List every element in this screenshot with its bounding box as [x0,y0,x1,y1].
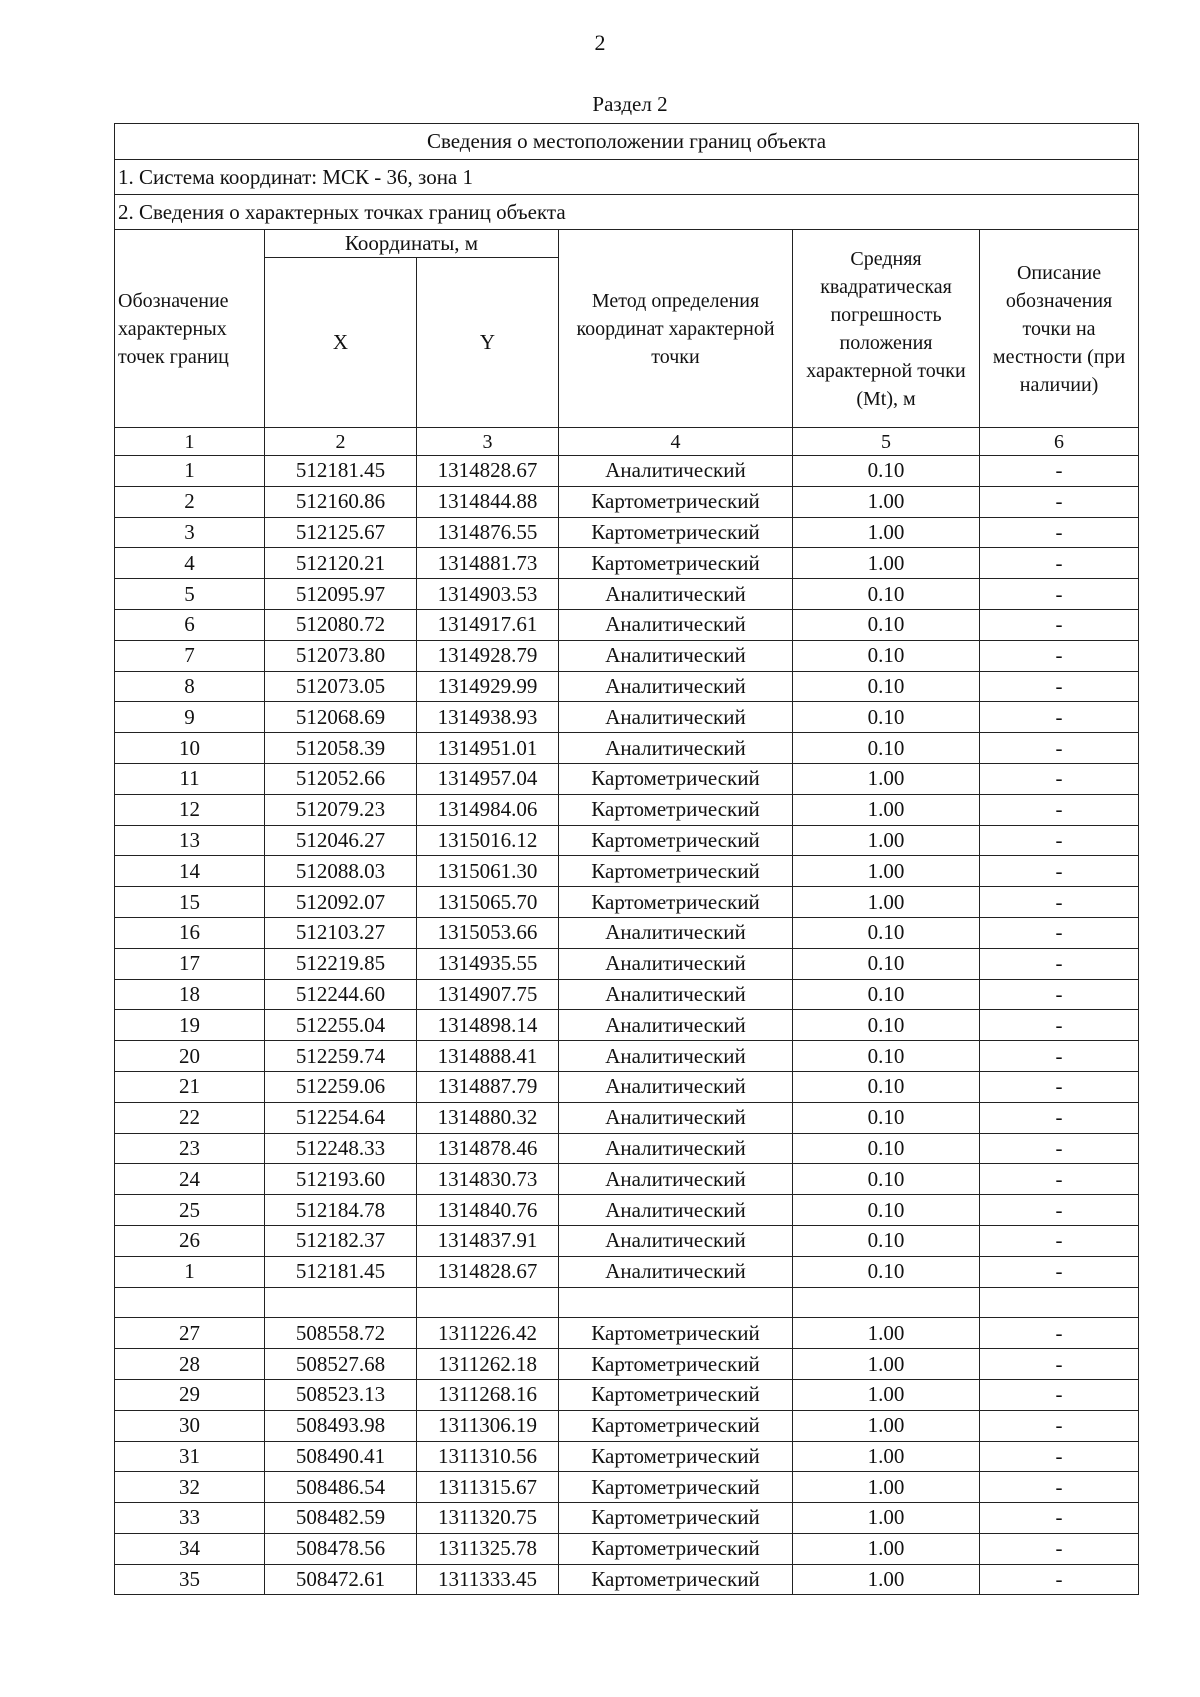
accuracy-cell: 0.10 [793,1041,980,1072]
method-cell: Аналитический [559,579,793,610]
y-cell: 1314917.61 [417,609,559,640]
point-number-cell: 9 [115,702,265,733]
coordinates-table [114,123,1139,1595]
point-number-cell: 6 [115,609,265,640]
method-cell [559,1287,793,1318]
description-cell: - [980,1041,1139,1072]
table-row [115,517,1139,548]
table-row [115,825,1139,856]
point-number-cell: 34 [115,1533,265,1564]
y-cell: 1311310.56 [417,1441,559,1472]
y-cell: 1314928.79 [417,640,559,671]
x-cell: 512255.04 [265,1010,417,1041]
method-cell: Аналитический [559,671,793,702]
method-cell: Картометрический [559,1410,793,1441]
method-cell: Картометрический [559,1533,793,1564]
method-cell: Картометрический [559,856,793,887]
y-cell: 1311268.16 [417,1379,559,1410]
point-number-cell: 7 [115,640,265,671]
point-number-cell: 33 [115,1503,265,1534]
x-cell: 512058.39 [265,733,417,764]
description-cell: - [980,671,1139,702]
description-cell: - [980,979,1139,1010]
y-cell: 1314876.55 [417,517,559,548]
description-cell: - [980,517,1139,548]
method-cell: Картометрический [559,1349,793,1380]
description-cell: - [980,1441,1139,1472]
method-cell: Аналитический [559,609,793,640]
x-cell: 512095.97 [265,579,417,610]
header-x: X [265,258,417,428]
table-row [115,856,1139,887]
x-cell: 512181.45 [265,1256,417,1287]
accuracy-cell: 0.10 [793,609,980,640]
y-cell [417,1287,559,1318]
description-cell: - [980,1410,1139,1441]
x-cell: 508527.68 [265,1349,417,1380]
accuracy-cell: 0.10 [793,917,980,948]
y-cell: 1311325.78 [417,1533,559,1564]
column-number: 5 [793,428,980,456]
x-cell: 508482.59 [265,1503,417,1534]
y-cell: 1315061.30 [417,856,559,887]
description-cell: - [980,548,1139,579]
x-cell: 512073.80 [265,640,417,671]
accuracy-cell: 1.00 [793,763,980,794]
description-cell: - [980,825,1139,856]
table-row [115,1318,1139,1349]
point-number-cell: 14 [115,856,265,887]
page-number: 2 [594,30,606,55]
description-cell: - [980,1472,1139,1503]
accuracy-cell: 1.00 [793,548,980,579]
table-row [115,486,1139,517]
method-cell: Аналитический [559,733,793,764]
x-cell: 512052.66 [265,763,417,794]
method-cell: Картометрический [559,1472,793,1503]
description-cell: - [980,1071,1139,1102]
accuracy-cell: 0.10 [793,1195,980,1226]
point-number-cell: 12 [115,794,265,825]
method-cell: Аналитический [559,1225,793,1256]
table-row [115,1410,1139,1441]
x-cell: 508472.61 [265,1564,417,1595]
accuracy-cell: 1.00 [793,887,980,918]
y-cell: 1314878.46 [417,1133,559,1164]
method-cell: Аналитический [559,1256,793,1287]
y-cell: 1315065.70 [417,887,559,918]
point-number-cell [115,1287,265,1318]
description-cell: - [980,1349,1139,1380]
method-cell: Аналитический [559,1195,793,1226]
accuracy-cell: 1.00 [793,517,980,548]
point-number-cell: 3 [115,517,265,548]
point-number-cell: 20 [115,1041,265,1072]
point-number-cell: 17 [115,948,265,979]
table-row [115,609,1139,640]
description-cell: - [980,1102,1139,1133]
method-cell: Аналитический [559,1133,793,1164]
method-cell: Картометрический [559,1564,793,1595]
table-title: Сведения о местоположении границ объекта [115,124,1139,160]
table-row [115,1010,1139,1041]
table-row [115,917,1139,948]
method-cell: Аналитический [559,640,793,671]
y-cell: 1314837.91 [417,1225,559,1256]
y-cell: 1314881.73 [417,548,559,579]
description-cell [980,1287,1139,1318]
x-cell: 512219.85 [265,948,417,979]
header-accuracy: Средняя квадратическая погрешность положения характерной точки (Mt), м [793,230,980,428]
table-row [115,1041,1139,1072]
header-method: Метод определения координат характерной точки [559,230,793,428]
y-cell: 1311306.19 [417,1410,559,1441]
column-number: 4 [559,428,793,456]
x-cell: 512259.74 [265,1041,417,1072]
accuracy-cell: 0.10 [793,702,980,733]
table-row [115,1472,1139,1503]
y-cell: 1311333.45 [417,1564,559,1595]
table-row [115,640,1139,671]
table-row [115,763,1139,794]
point-number-cell: 18 [115,979,265,1010]
accuracy-cell: 1.00 [793,856,980,887]
point-number-cell: 5 [115,579,265,610]
method-cell: Аналитический [559,917,793,948]
accuracy-cell: 1.00 [793,1410,980,1441]
description-cell: - [980,1225,1139,1256]
x-cell: 512125.67 [265,517,417,548]
y-cell: 1315016.12 [417,825,559,856]
x-cell: 512254.64 [265,1102,417,1133]
x-cell: 508486.54 [265,1472,417,1503]
point-number-cell: 27 [115,1318,265,1349]
table-row [115,794,1139,825]
method-cell: Картометрический [559,1441,793,1472]
method-cell: Аналитический [559,1071,793,1102]
column-number: 1 [115,428,265,456]
description-cell: - [980,579,1139,610]
method-cell: Картометрический [559,486,793,517]
y-cell: 1311226.42 [417,1318,559,1349]
x-cell: 512248.33 [265,1133,417,1164]
y-cell: 1314888.41 [417,1041,559,1072]
description-cell: - [980,609,1139,640]
point-number-cell: 1 [115,456,265,487]
point-number-cell: 8 [115,671,265,702]
coordinate-system-row: 1. Система координат: МСК - 36, зона 1 [115,160,1139,195]
x-cell: 512088.03 [265,856,417,887]
accuracy-cell: 1.00 [793,1349,980,1380]
header-designation: Обозначение характерных точек границ [115,230,265,428]
y-cell: 1314938.93 [417,702,559,733]
x-cell: 508558.72 [265,1318,417,1349]
accuracy-cell: 1.00 [793,1533,980,1564]
y-cell: 1311262.18 [417,1349,559,1380]
x-cell: 512080.72 [265,609,417,640]
header-coordinates: Координаты, м [265,230,559,258]
description-cell: - [980,456,1139,487]
accuracy-cell: 1.00 [793,1318,980,1349]
x-cell: 512073.05 [265,671,417,702]
y-cell: 1314957.04 [417,763,559,794]
x-cell [265,1287,417,1318]
point-number-cell: 28 [115,1349,265,1380]
table-row [115,1102,1139,1133]
table-row [115,579,1139,610]
description-cell: - [980,1503,1139,1534]
x-cell: 512120.21 [265,548,417,579]
table-row [115,702,1139,733]
y-cell: 1314907.75 [417,979,559,1010]
point-number-cell: 4 [115,548,265,579]
point-number-cell: 13 [115,825,265,856]
accuracy-cell: 0.10 [793,671,980,702]
description-cell: - [980,1010,1139,1041]
y-cell: 1314887.79 [417,1071,559,1102]
description-cell: - [980,733,1139,764]
y-cell: 1315053.66 [417,917,559,948]
table-row [115,1071,1139,1102]
accuracy-cell: 0.10 [793,579,980,610]
point-number-cell: 16 [115,917,265,948]
table-row [115,1564,1139,1595]
y-cell: 1311320.75 [417,1503,559,1534]
description-cell: - [980,1318,1139,1349]
table-row [115,456,1139,487]
method-cell: Аналитический [559,948,793,979]
table-row [115,1225,1139,1256]
x-cell: 512244.60 [265,979,417,1010]
description-cell: - [980,1164,1139,1195]
table-row [115,733,1139,764]
accuracy-cell: 1.00 [793,1564,980,1595]
x-cell: 512046.27 [265,825,417,856]
table-row [115,1379,1139,1410]
description-cell: - [980,1256,1139,1287]
point-number-cell: 26 [115,1225,265,1256]
description-cell: - [980,763,1139,794]
y-cell: 1314935.55 [417,948,559,979]
method-cell: Картометрический [559,1379,793,1410]
table-row [115,887,1139,918]
y-cell: 1311315.67 [417,1472,559,1503]
point-number-cell: 31 [115,1441,265,1472]
accuracy-cell [793,1287,980,1318]
accuracy-cell: 1.00 [793,825,980,856]
y-cell: 1314844.88 [417,486,559,517]
description-cell: - [980,1195,1139,1226]
accuracy-cell: 0.10 [793,1010,980,1041]
point-number-cell: 15 [115,887,265,918]
y-cell: 1314951.01 [417,733,559,764]
column-number: 2 [265,428,417,456]
method-cell: Картометрический [559,763,793,794]
x-cell: 512160.86 [265,486,417,517]
x-cell: 508490.41 [265,1441,417,1472]
accuracy-cell: 0.10 [793,456,980,487]
accuracy-cell: 1.00 [793,794,980,825]
accuracy-cell: 0.10 [793,1164,980,1195]
table-row [115,1533,1139,1564]
method-cell: Аналитический [559,456,793,487]
x-cell: 512092.07 [265,887,417,918]
accuracy-cell: 0.10 [793,1225,980,1256]
point-number-cell: 19 [115,1010,265,1041]
accuracy-cell: 1.00 [793,1441,980,1472]
accuracy-cell: 0.10 [793,1133,980,1164]
x-cell: 508523.13 [265,1379,417,1410]
method-cell: Аналитический [559,1010,793,1041]
point-number-cell: 35 [115,1564,265,1595]
description-cell: - [980,794,1139,825]
y-cell: 1314840.76 [417,1195,559,1226]
column-number: 3 [417,428,559,456]
x-cell: 512103.27 [265,917,417,948]
point-number-cell: 10 [115,733,265,764]
points-heading-row: 2. Сведения о характерных точках границ объекта [115,195,1139,230]
x-cell: 512181.45 [265,456,417,487]
point-number-cell: 25 [115,1195,265,1226]
y-cell: 1314880.32 [417,1102,559,1133]
method-cell: Картометрический [559,825,793,856]
method-cell: Картометрический [559,794,793,825]
method-cell: Аналитический [559,1164,793,1195]
description-cell: - [980,856,1139,887]
description-cell: - [980,948,1139,979]
table-row [115,1164,1139,1195]
x-cell: 512184.78 [265,1195,417,1226]
accuracy-cell: 0.10 [793,979,980,1010]
point-number-cell: 1 [115,1256,265,1287]
x-cell: 512068.69 [265,702,417,733]
table-row [115,979,1139,1010]
y-cell: 1314984.06 [417,794,559,825]
method-cell: Картометрический [559,548,793,579]
table-row [115,548,1139,579]
point-number-cell: 21 [115,1071,265,1102]
accuracy-cell: 0.10 [793,733,980,764]
header-description: Описание обозначения точки на местности (при наличии) [980,230,1139,428]
method-cell: Картометрический [559,1503,793,1534]
x-cell: 512079.23 [265,794,417,825]
method-cell: Картометрический [559,1318,793,1349]
accuracy-cell: 1.00 [793,486,980,517]
accuracy-cell: 0.10 [793,948,980,979]
separator-row [115,1287,1139,1318]
x-cell: 508478.56 [265,1533,417,1564]
x-cell: 512182.37 [265,1225,417,1256]
description-cell: - [980,1379,1139,1410]
method-cell: Аналитический [559,1102,793,1133]
y-cell: 1314929.99 [417,671,559,702]
point-number-cell: 29 [115,1379,265,1410]
table-row [115,1133,1139,1164]
y-cell: 1314903.53 [417,579,559,610]
accuracy-cell: 0.10 [793,640,980,671]
point-number-cell: 24 [115,1164,265,1195]
method-cell: Аналитический [559,702,793,733]
accuracy-cell: 0.10 [793,1256,980,1287]
table-row [115,948,1139,979]
x-cell: 512193.60 [265,1164,417,1195]
y-cell: 1314828.67 [417,456,559,487]
description-cell: - [980,486,1139,517]
accuracy-cell: 0.10 [793,1102,980,1133]
x-cell: 508493.98 [265,1410,417,1441]
table-row [115,1349,1139,1380]
accuracy-cell: 1.00 [793,1472,980,1503]
x-cell: 512259.06 [265,1071,417,1102]
method-cell: Картометрический [559,887,793,918]
accuracy-cell: 1.00 [793,1503,980,1534]
header-y: Y [417,258,559,428]
table-row [115,1195,1139,1226]
y-cell: 1314830.73 [417,1164,559,1195]
point-number-cell: 32 [115,1472,265,1503]
method-cell: Картометрический [559,517,793,548]
description-cell: - [980,640,1139,671]
point-number-cell: 23 [115,1133,265,1164]
point-number-cell: 22 [115,1102,265,1133]
table-row [115,1503,1139,1534]
section-title: Раздел 2 [592,92,668,116]
accuracy-cell: 1.00 [793,1379,980,1410]
y-cell: 1314828.67 [417,1256,559,1287]
description-cell: - [980,1564,1139,1595]
point-number-cell: 11 [115,763,265,794]
y-cell: 1314898.14 [417,1010,559,1041]
table-row [115,1256,1139,1287]
method-cell: Аналитический [559,1041,793,1072]
method-cell: Аналитический [559,979,793,1010]
table-row [115,1441,1139,1472]
description-cell: - [980,917,1139,948]
description-cell: - [980,1133,1139,1164]
accuracy-cell: 0.10 [793,1071,980,1102]
description-cell: - [980,702,1139,733]
point-number-cell: 30 [115,1410,265,1441]
description-cell: - [980,1533,1139,1564]
point-number-cell: 2 [115,486,265,517]
table-row [115,671,1139,702]
description-cell: - [980,887,1139,918]
column-number: 6 [980,428,1139,456]
